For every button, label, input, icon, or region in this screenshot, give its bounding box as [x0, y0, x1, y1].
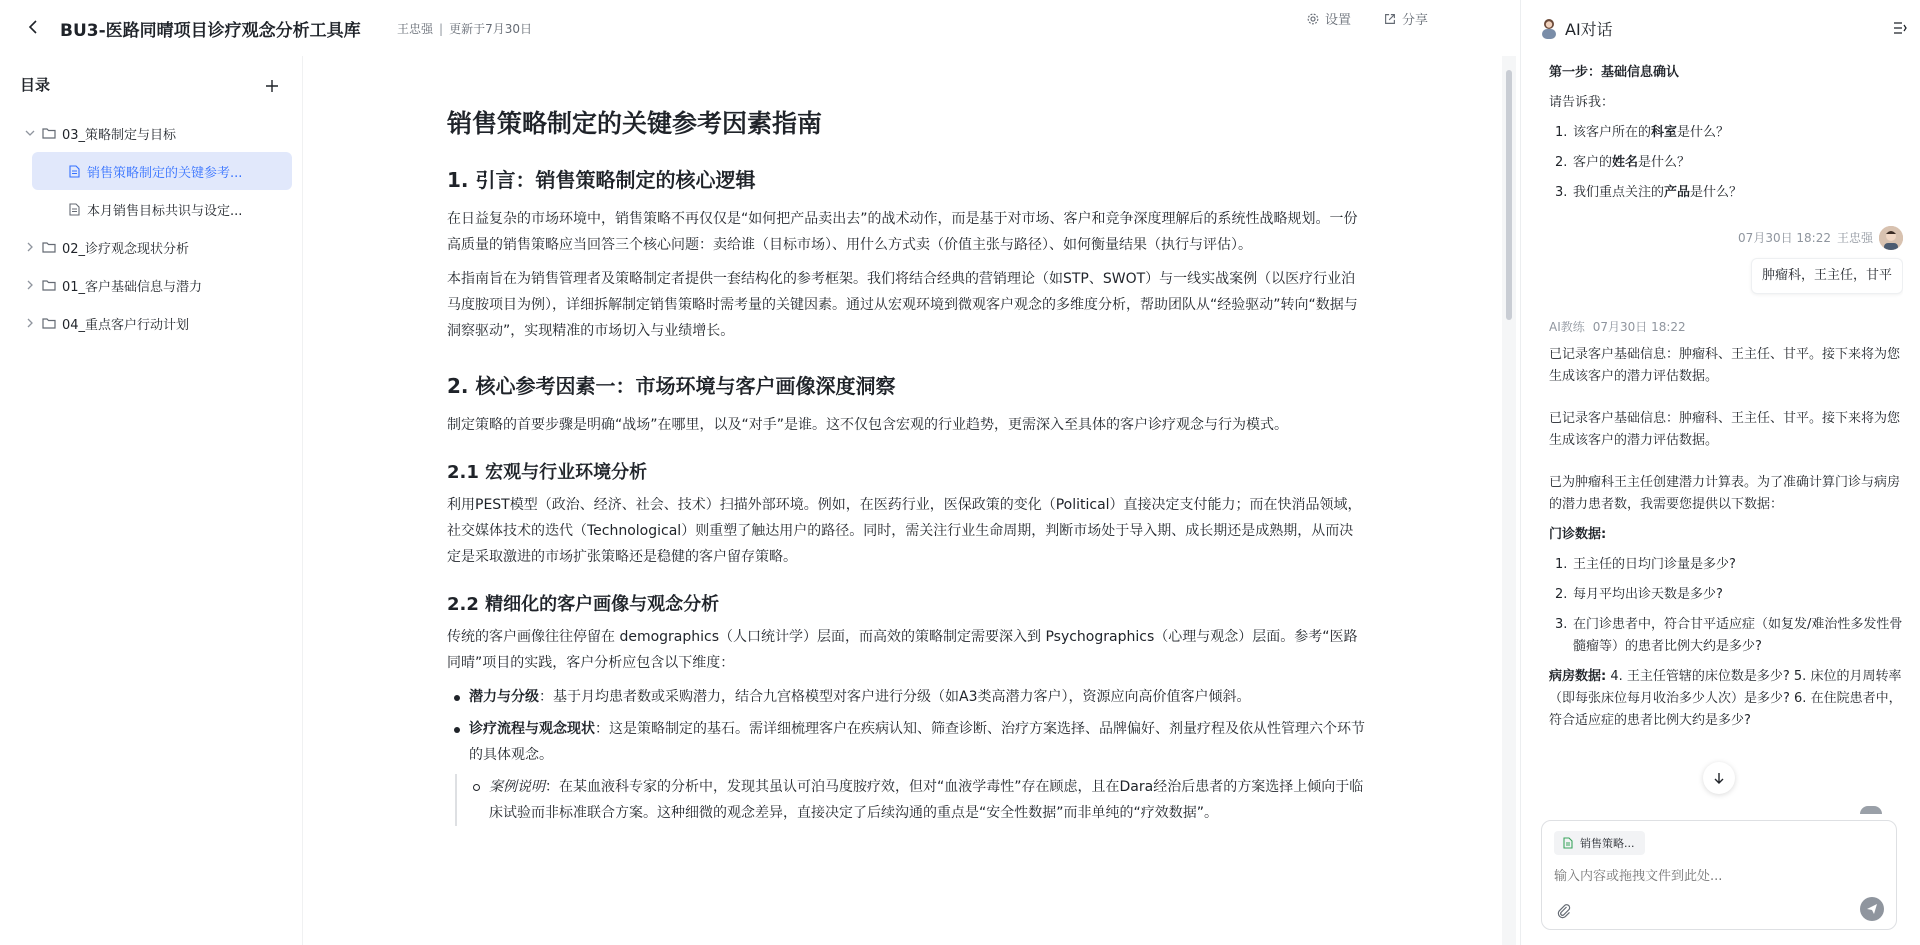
updated-time: 更新于7月30日 [449, 22, 532, 36]
section-2-2-heading: 2.2 精细化的客户画像与观念分析 [447, 594, 720, 615]
file-icon [1562, 837, 1574, 849]
ward-title: 病房数据: [1549, 669, 1607, 684]
list-item: 3. 我们重点关注的产品是什么？ [1555, 185, 1743, 200]
list-item: 2. 每月平均出诊天数是多少? [1555, 587, 1723, 602]
document-page [302, 56, 1502, 945]
chat-title: AI对话 [1565, 20, 1613, 39]
back-button[interactable] [24, 17, 44, 37]
section-2-1-paragraph: 利用PEST模型（政治、经济、社会、技术）扫描外部环境。例如，在医药行业，医保政策的变化（Political）直接决定支付能力；而在快消品领域，社交媒体技术的迭代（Technological）则重塑了触达用户的路径。同时，需关注行业生命周期，判断市场处于导入期、成长期还是成熟期，从而决定是采取激进的市场扩张策略还是稳健的客户留存策略。 [447, 497, 1362, 565]
ai-sender-name: AI教练 [1549, 320, 1585, 334]
settings-label: 设置 [1325, 13, 1352, 28]
ai-message-paragraph: 已记录客户基础信息：肿瘤科、王主任、甘平。接下来将为您生成该客户的潜力评估数据。 [1549, 411, 1901, 448]
user-message-time: 07月30日 18:22 [1738, 231, 1831, 245]
bullet-text: ：基于月均患者数或采购潜力，结合九宫格模型对客户进行分级（如A3类高潜力客户），资源应向高价值客户倾斜。 [539, 689, 1251, 705]
toc-folder-label: 01_客户基础信息与潜力 [62, 279, 203, 295]
list-item [447, 684, 1365, 710]
arrow-down-icon [1713, 772, 1725, 784]
document-meta [397, 20, 532, 37]
meta-separator: | [439, 22, 444, 36]
ai-question-list [1549, 122, 1903, 204]
list-item: 3. 在门诊患者中，符合甘平适应症（如复发/难治性多发性骨髓瘤等）的患者比例大约是多少? [1555, 617, 1903, 654]
section-1-paragraph-2: 本指南旨在为销售管理者及策略制定者提供一套结构化的参考框架。我们将结合经典的营销理论（如STP、SWOT）与一线实战案例（以医疗行业泊马度胺项目为例），详细拆解制定销售策略时需考量的关键因素。通过从宏观环境到微观客户观念的多维度分析，帮助团队从“经验驱动”转向“数据与洞察驱动”，实现精准的市场切入与业绩增长。 [447, 271, 1358, 339]
folder-icon [42, 240, 56, 254]
ai-ask: 请告诉我： [1549, 95, 1615, 110]
chevron-right-icon[interactable] [24, 241, 36, 253]
document-scrollbar[interactable] [1506, 62, 1512, 942]
toc-tree [24, 114, 292, 342]
user-avatar [1879, 226, 1903, 250]
chevron-down-icon[interactable] [24, 127, 36, 139]
top-header [0, 0, 1520, 56]
list-item: 1. 该客户所在的科室是什么？ [1555, 125, 1730, 140]
scrollbar-thumb[interactable] [1506, 70, 1512, 320]
folder-icon [42, 316, 56, 330]
toc-header [20, 74, 282, 95]
bullet-list [447, 684, 1365, 768]
chevron-left-icon [28, 20, 40, 34]
bullet-title: 潜力与分级 [469, 689, 539, 705]
chevron-right-icon[interactable] [24, 279, 36, 291]
user-message-row [1549, 258, 1903, 294]
share-icon [1383, 12, 1397, 26]
sidebar-toc [0, 56, 300, 945]
document-content [447, 108, 1365, 826]
section-2-1-heading: 2.1 宏观与行业环境分析 [447, 462, 648, 483]
toc-page-label: 销售策略制定的关键参考... [87, 165, 243, 181]
attach-file-button[interactable] [1556, 903, 1572, 919]
section-1-paragraph-1: 在日益复杂的市场环境中，销售策略不再仅仅是“如何把产品卖出去”的战术动作，而是基于对市场、客户和竞争深度理解后的系统性战略规划。一份高质量的销售策略应当回答三个核心问题：卖给谁（目标市场）、用什么方式卖（价值主张与路径）、如何衡量结果（执行与评估）。 [447, 211, 1358, 253]
paperclip-icon [1556, 903, 1572, 919]
doc-title: 销售策略制定的关键参考因素指南 [447, 109, 823, 138]
toc-page-monthly-target[interactable] [24, 190, 292, 228]
document-title: BU3-医路同晴项目诊疗观念分析工具库 [60, 21, 361, 41]
ai-message-time: 07月30日 18:22 [1592, 320, 1686, 334]
case-title: 案例说明 [489, 779, 545, 795]
section-2-heading: 2. 核心参考因素一：市场环境与客户画像深度洞察 [447, 374, 896, 398]
settings-button[interactable] [1306, 9, 1351, 28]
toc-folder-action-plan[interactable] [24, 304, 292, 342]
ai-message-paragraph: 已记录客户基础信息：肿瘤科、王主任、甘平。接下来将为您生成该客户的潜力评估数据。 [1549, 347, 1901, 384]
folder-icon [42, 278, 56, 292]
add-page-button[interactable] [262, 75, 282, 95]
toc-folder-label: 03_策略制定与目标 [62, 127, 177, 143]
attachment-chip[interactable] [1554, 831, 1645, 855]
file-icon [68, 165, 81, 178]
outpatient-title: 门诊数据: [1549, 527, 1607, 542]
case-text: ：在某血液科专家的分析中，发现其虽认可泊马度胺疗效，但对“血液学毒性”存在顾虑，且在Dara经治后患者的方案选择上倾向于临床试验而非标准联合方案。这种细微的观念差异，直接决定了后续沟通的重点是“安全性数据”而非单纯的“疗效数据”。 [489, 779, 1364, 821]
ward-data [1549, 666, 1903, 732]
gear-icon [1306, 12, 1320, 26]
ai-message-paragraph: 已为肿瘤科王主任创建潜力计算表。为了准确计算门诊与病房的潜力患者数，我需要您提供以下数据： [1549, 475, 1901, 512]
chat-messages[interactable] [1549, 62, 1903, 807]
send-icon [1866, 903, 1878, 915]
list-item: 2. 客户的姓名是什么？ [1555, 155, 1691, 170]
toc-folder-label: 02_诊疗观念现状分析 [62, 241, 190, 257]
partial-avatar [1860, 806, 1882, 814]
document-area [302, 56, 1516, 945]
list-item [447, 716, 1365, 768]
toc-title: 目录 [20, 76, 51, 94]
bullet-text: ：这是策略制定的基石。需详细梳理客户在疾病认知、筛查诊断、治疗方案选择、品牌偏好、剂量疗程及依从性管理六个环节的具体观念。 [469, 721, 1365, 763]
toc-folder-diagnosis[interactable] [24, 228, 292, 266]
chat-header [1521, 0, 1920, 56]
share-button[interactable] [1383, 9, 1428, 28]
ai-message-meta [1549, 316, 1903, 338]
user-message-bubble: 肿瘤科，王主任，甘平 [1751, 258, 1903, 294]
ward-text: 4. 王主任管辖的床位数是多少? 5. 床位的月周转率（即每张床位每月收治多少人次）是多少? 6. 在住院患者中，符合适应症的患者比例大约是多少? [1549, 669, 1902, 728]
chevron-right-icon[interactable] [24, 317, 36, 329]
scroll-to-bottom-button[interactable] [1703, 762, 1735, 794]
attachment-name: 销售策略... [1580, 837, 1635, 850]
chat-composer [1541, 820, 1897, 930]
ai-chat-panel [1520, 0, 1920, 945]
folder-icon [42, 126, 56, 140]
outpatient-question-list [1549, 554, 1903, 658]
section-2-paragraph: 制定策略的首要步骤是明确“战场”在哪里，以及“对手”是谁。这不仅包含宏观的行业趋势，更需深入至具体的客户诊疗观念与行为模式。 [447, 417, 1289, 433]
list-item: 1. 王主任的日均门诊量是多少? [1555, 557, 1736, 572]
file-icon [68, 203, 81, 216]
plus-icon [266, 80, 278, 92]
section-1-heading: 1. 引言：销售策略制定的核心逻辑 [447, 168, 756, 192]
user-message-name: 王忠强 [1836, 231, 1873, 245]
toc-folder-strategy[interactable] [24, 114, 292, 152]
bullet-title: 诊疗流程与观念现状 [469, 721, 595, 737]
section-2-2-paragraph: 传统的客户画像往往停留在 demographics（人口统计学）层面，而高效的策略制定需要深入到 Psychographics（心理与观念）层面。参考“医路同晴”项目的实践，客户分析应包含以下维度： [447, 629, 1358, 671]
toc-page-sales-strategy[interactable] [32, 152, 292, 190]
case-item [469, 774, 1365, 826]
user-message-meta [1549, 226, 1903, 250]
toc-folder-customer-info[interactable] [24, 266, 292, 304]
send-button[interactable] [1860, 897, 1884, 921]
ai-step-title: 第一步：基础信息确认 [1549, 65, 1680, 80]
toc-page-label: 本月销售目标共识与设定... [87, 203, 243, 219]
author-name: 王忠强 [397, 22, 434, 36]
chat-input[interactable] [1554, 869, 1884, 884]
ai-avatar-icon [1537, 16, 1561, 40]
collapse-panel-icon[interactable] [1893, 20, 1907, 34]
toc-folder-label: 04_重点客户行动计划 [62, 317, 190, 333]
nested-case-block [455, 774, 1365, 826]
share-label: 分享 [1402, 13, 1429, 28]
